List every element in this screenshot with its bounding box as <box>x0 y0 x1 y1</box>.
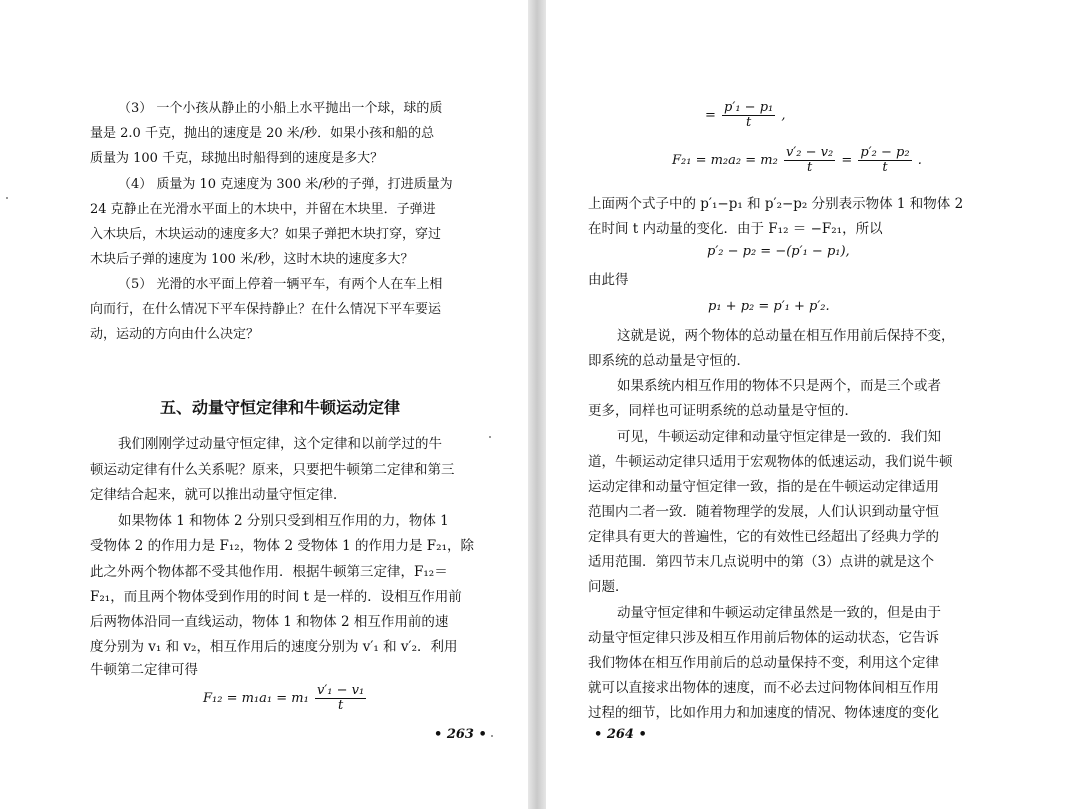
body-line-2: 顿运动定律有什么关系呢？原来，只要把牛顿第二定律和第三 <box>90 462 455 478</box>
right-line-14: 问题． <box>588 579 629 595</box>
body-line-3: 定律结合起来，就可以推出动量守恒定律． <box>90 487 347 503</box>
exercise-4-line-1: （4） 质量为 10 克速度为 300 米/秒的子弹，打进质量为 <box>118 177 453 192</box>
equation-f21-numerator-2: p′₂ − p₂ <box>860 145 910 160</box>
exercise-3-line-3: 质量为 100 千克，球抛出时船得到的速度是多大？ <box>90 151 384 166</box>
equation-f21 <box>672 146 922 175</box>
right-line-18: 就可以直接求出物体的速度，而不必去过问物体间相互作用 <box>588 680 939 696</box>
body-line-4: 如果物体 1 和物体 2 分别只受到相互作用的力，物体 1 <box>118 513 449 529</box>
right-line-3: 由此得 <box>588 272 629 288</box>
exercise-4-line-3: 入木块后，木块运动的速度多大？如果子弹把木块打穿，穿过 <box>90 227 442 242</box>
equation-f21-lhs: F₂₁ = m₂a₂ = m₂ <box>672 153 778 168</box>
body-line-8: 后两物体沿同一直线运动，物体 1 和物体 2 相互作用前的速 <box>90 614 449 630</box>
right-line-2: 在时间 t 内动量的变化．由于 F₁₂ ＝ −F₂₁，所以 <box>588 221 883 237</box>
equation-f21-numerator-1: v′₂ − v₂ <box>785 145 834 160</box>
body-line-5: 受物体 2 的作用力是 F₁₂，物体 2 受物体 1 的作用力是 F₂₁，除 <box>90 538 474 554</box>
scan-speck <box>489 436 491 438</box>
equation-p1-tail: , <box>781 108 786 123</box>
scan-speck <box>6 197 8 199</box>
exercise-3-line-1: （3） 一个小孩从静止的小船上水平抛出一个球，球的质 <box>118 101 443 116</box>
right-line-4: 这就是说，两个物体的总动量在相互作用前后保持不变， <box>617 328 955 344</box>
equation-f21-denominator-2: t <box>882 160 888 175</box>
right-line-13: 适用范围．第四节末几点说明中的第（3）点讲的就是这个 <box>588 554 935 570</box>
right-line-9: 道，牛顿运动定律只适用于宏观物体的低速运动，我们说牛顿 <box>588 454 953 470</box>
body-line-9: 度分别为 v₁ 和 v₂，相互作用后的速度分别为 v′₁ 和 v′₂．利用 <box>90 639 458 655</box>
equation-p1-numerator: p′₁ − p₁ <box>724 100 774 115</box>
equation-f12-denominator: t <box>337 698 344 713</box>
equation-f21-denominator-1: t <box>806 160 813 175</box>
section-heading: 五、动量守恒定律和牛顿运动定律 <box>160 398 401 417</box>
body-line-7: F₂₁，而且两个物体受到作用的时间 t 是一样的．设相互作用前 <box>90 589 462 605</box>
right-line-19: 过程的细节，比如作用力和加速度的情况、物体速度的变化 <box>588 705 939 721</box>
scan-speck <box>491 735 493 737</box>
right-line-10: 运动定律和动量守恒定律一致，指的是在牛顿运动定律适用 <box>588 479 939 495</box>
equation-f21-fraction-1 <box>784 146 835 175</box>
body-line-6: 此之外两个物体都不受其他作用．根据牛顿第三定律，F₁₂＝ <box>90 564 448 580</box>
equation-f21-fraction-2 <box>858 146 911 175</box>
right-line-8: 可见，牛顿运动定律和动量守恒定律是一致的．我们知 <box>617 429 941 445</box>
right-line-7: 更多，同样也可证明系统的总动量是守恒的． <box>588 403 858 419</box>
book-gutter <box>528 0 546 809</box>
equation-f12-numerator: v′₁ − v₁ <box>316 683 365 698</box>
body-line-1: 我们刚刚学过动量守恒定律，这个定律和以前学过的牛 <box>118 436 442 452</box>
equation-f12-fraction <box>315 684 366 713</box>
equation-momentum-change: p′₂ − p₂ = −(p′₁ − p₁), <box>707 244 850 259</box>
body-line-10: 牛顿第二定律可得 <box>90 662 198 678</box>
right-line-1: 上面两个式子中的 p′₁−p₁ 和 p′₂−p₂ 分别表示物体 1 和物体 2 <box>588 196 964 212</box>
equation-f12 <box>203 684 368 713</box>
equation-f21-mid: = <box>841 153 853 168</box>
equation-f21-tail: . <box>917 153 922 168</box>
exercise-5-line-2: 向而行，在什么情况下平车保持静止？在什么情况下平车要运 <box>90 302 442 317</box>
equation-momentum-conservation: p₁ + p₂ = p′₁ + p′₂. <box>708 299 830 314</box>
right-line-17: 我们物体在相互作用前后的总动量保持不变，利用这个定律 <box>588 655 939 671</box>
right-line-11: 范围内二者一致．随着物理学的发展，人们认识到动量守恒 <box>588 504 939 520</box>
right-line-16: 动量守恒定律只涉及相互作用前后物体的运动状态，它告诉 <box>588 630 939 646</box>
page-number-right: • 264 • <box>594 727 647 742</box>
right-line-5: 即系统的总动量是守恒的． <box>588 353 750 369</box>
equation-p1-denominator: t <box>746 115 752 130</box>
right-line-15: 动量守恒定律和牛顿运动定律虽然是一致的，但是由于 <box>617 605 941 621</box>
exercise-4-line-4: 木块后子弹的速度为 100 米/秒，这时木块的速度多大？ <box>90 252 414 267</box>
exercise-5-line-3: 动，运动的方向由什么决定？ <box>90 327 260 342</box>
right-line-12: 定律具有更大的普遍性，它的有效性已经超出了经典力学的 <box>588 529 939 545</box>
right-line-6: 如果系统内相互作用的物体不只是两个，而是三个或者 <box>617 378 941 394</box>
equation-p1-lhs: = <box>705 108 716 123</box>
exercise-3-line-2: 量是 2.0 千克，抛出的速度是 20 米/秒．如果小孩和船的总 <box>90 126 435 141</box>
equation-f12-lhs: F₁₂ = m₁a₁ = m₁ <box>203 691 309 706</box>
equation-p1-fraction <box>722 101 775 130</box>
equation-p1-change <box>705 101 786 130</box>
exercise-5-line-1: （5） 光滑的水平面上停着一辆平车，有两个人在车上相 <box>118 277 443 292</box>
exercise-4-line-2: 24 克静止在光滑水平面上的木块中，并留在木块里．子弹进 <box>90 202 436 217</box>
page-number-left: • 263 • <box>434 727 487 742</box>
